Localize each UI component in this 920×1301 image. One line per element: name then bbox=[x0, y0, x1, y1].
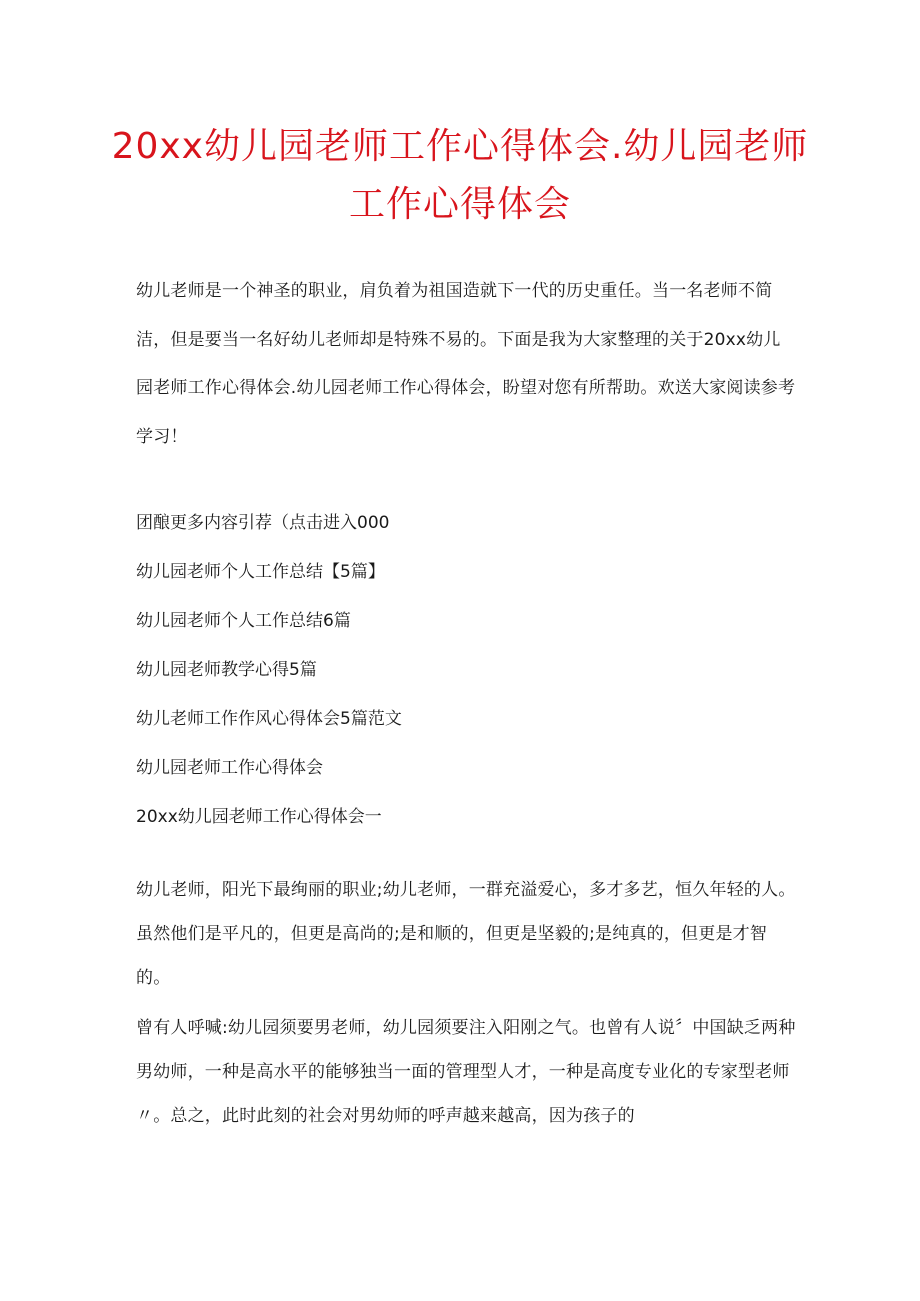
recommendation-item-style[interactable]: 幼儿老师工作作风心得体会5篇范文 bbox=[136, 709, 402, 729]
section-heading-one: 20xx幼儿园老师工作心得体会一 bbox=[136, 807, 382, 827]
body-paragraph-2: 曾有人呼喊:幼儿园须要男老师，幼儿园须要注入阳刚之气。也曾有人说〞中国缺乏两种男幼师，一种是高水平的能够独当一面的管理型人才，一种是高度专业化的专家型老师〃。总之，此时此刻的社会对男幼师的呼声越来越高，因为孩子的 bbox=[136, 1018, 796, 1126]
recommendation-item-teaching[interactable]: 幼儿园老师教学心得5篇 bbox=[136, 660, 317, 680]
document-title: 20xx幼儿园老师工作心得体会.幼儿园老师工作心得体会 bbox=[111, 126, 809, 225]
recommendation-item-summary-6[interactable]: 幼儿园老师个人工作总结6篇 bbox=[136, 611, 351, 631]
intro-paragraph: 幼儿老师是一个神圣的职业，肩负着为祖国造就下一代的历史重任。当一名老师不简洁，但是要当一名好幼儿老师却是特殊不易的。下面是我为大家整理的关于20xx幼儿园老师工作心得体会.幼儿园老师工作心得体会，盼望对您有所帮助。欢送大家阅读参考学习！ bbox=[136, 281, 796, 447]
recommendation-item-experience[interactable]: 幼儿园老师工作心得体会 bbox=[136, 758, 323, 778]
body-paragraph-1: 幼儿老师，阳光下最绚丽的职业;幼儿老师，一群充溢爱心，多才多艺，恒久年轻的人。虽然他们是平凡的，但更是高尚的;是和顺的，但更是坚毅的;是纯真的，但更是才智的。 bbox=[136, 880, 796, 988]
recommendation-item-summary-5[interactable]: 幼儿园老师个人工作总结【5篇】 bbox=[136, 562, 385, 582]
recommendation-list bbox=[136, 508, 796, 851]
recommendation-item-more[interactable]: 团酿更多内容引荐（点击进入000 bbox=[136, 513, 390, 533]
